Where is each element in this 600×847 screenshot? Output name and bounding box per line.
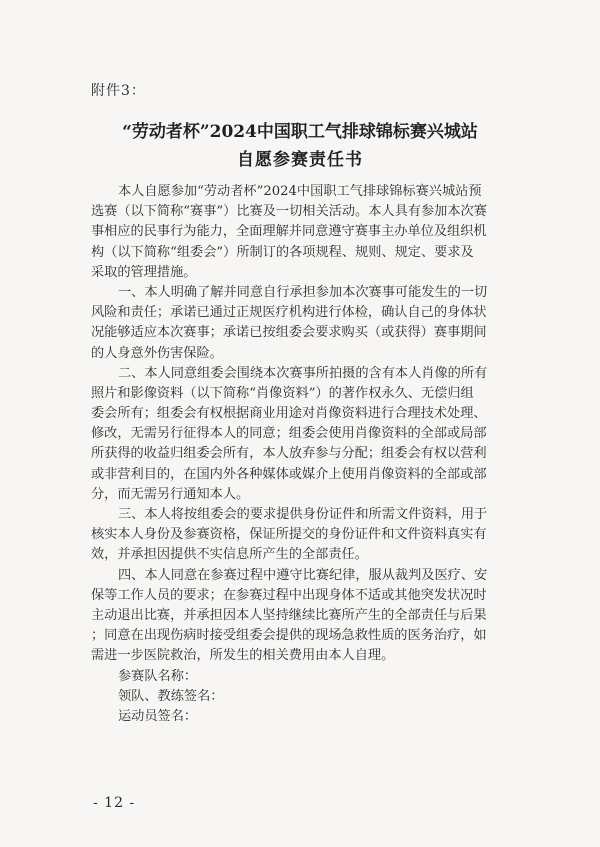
body-line: 需进一步医院救治，所发生的相关费用由本人自理。 (91, 648, 395, 664)
body-line: 或非营利目的，在国内外各种媒体或媒介上使用肖像资料的全部或部 (91, 466, 487, 482)
body-line: 构（以下简称“组委会”）所制订的各项规程、规则、规定、要求及 (91, 244, 474, 260)
body-line: 主动退出比赛，并承担因本人坚持继续比赛所产生的全部责任与后果 (91, 607, 487, 623)
body-line: 的人身意外伤害保险。 (91, 345, 223, 361)
body-line: ；同意在出现伤病时接受组委会提供的现场急救性质的医务治疗，如 (91, 628, 487, 644)
body-line: 照片和影像资料（以下简称“肖像资料”）的著作权永久、无偿归组 (91, 385, 474, 401)
page-number: - 12 - (93, 795, 136, 811)
attachment-label: 附件3： (91, 83, 146, 99)
athlete-signature-field: 运动员签名： (118, 708, 198, 724)
body-line: 三、本人将按组委会的要求提供身份证件和所需文件资料，用于 (118, 507, 488, 522)
body-line: 况能够适应本次赛事；承诺已按组委会要求购买（或获得）赛事期间 (91, 325, 487, 341)
team-name-field: 参赛队名称： (118, 668, 198, 684)
body-line: 委会所有；组委会有权根据商业用途对肖像资料进行合理技术处理、 (91, 406, 487, 422)
document-body (91, 182, 523, 727)
body-line: 核实本人身份及参赛资格，保证所提交的身份证件和文件资料真实有 (91, 527, 487, 543)
body-line: 修改，无需另行征得本人的同意；组委会使用肖像资料的全部或局部 (91, 426, 487, 442)
body-line: 分，而无需另行通知本人。 (91, 486, 250, 502)
body-line: 保等工作人员的要求；在参赛过程中出现身体不适或其他突发状况时 (91, 587, 487, 603)
body-line: 本人自愿参加“劳动者杯”2024中国职工气排球锦标赛兴城站预 (118, 184, 482, 199)
body-line: 效，并承担因提供不实信息所产生的全部责任。 (91, 547, 368, 563)
body-line: 四、本人同意在参赛过程中遵守比赛纪律，服从裁判及医疗、安 (118, 567, 488, 583)
body-line: 一、本人明确了解并同意自行承担参加本次赛事可能发生的一切 (118, 284, 488, 300)
body-line: 选赛（以下简称“赛事”）比赛及一切相关活动。本人具有参加本次赛 (91, 204, 487, 220)
body-line: 事相应的民事行为能力，全面理解并同意遵守赛事主办单位及组织机 (91, 224, 487, 240)
document-title: “劳动者杯”2024中国职工气排球锦标赛兴城站 (122, 122, 478, 142)
leader-coach-signature-field: 领队、教练签名： (118, 688, 224, 704)
body-line: 风险和责任；承诺已通过正规医疗机构进行体检，确认自己的身体状 (91, 305, 487, 321)
body-line: 采取的管理措施。 (91, 264, 197, 280)
document-subtitle: 自愿参赛责任书 (237, 150, 363, 170)
body-line: 所获得的收益归组委会所有，本人放弃参与分配；组委会有权以营利 (91, 446, 487, 462)
body-line: 二、本人同意组委会围绕本次赛事所拍摄的含有本人肖像的所有 (118, 365, 488, 381)
